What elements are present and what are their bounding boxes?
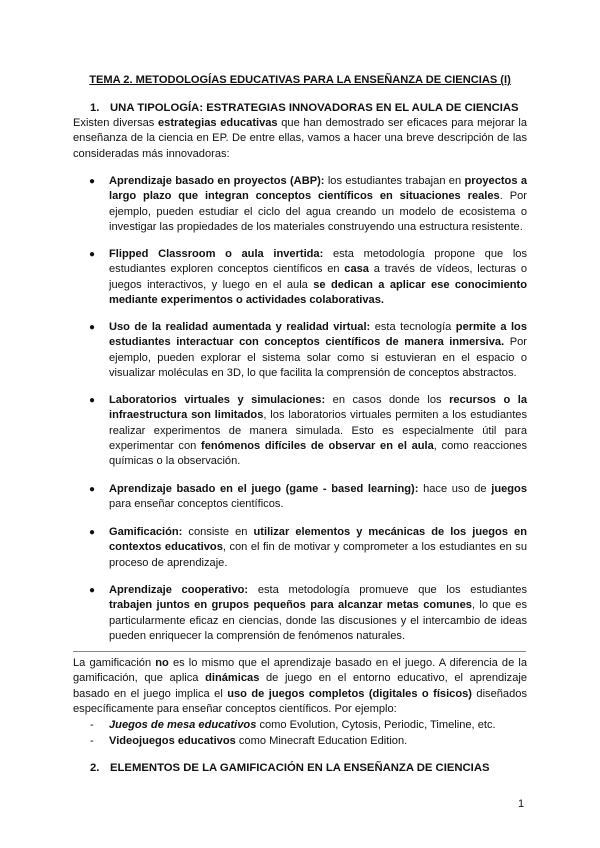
section-2-title: ELEMENTOS DE LA GAMIFICACIÓN EN LA ENSEÑANZA DE CIENCIAS bbox=[110, 762, 490, 774]
list-item-text: Laboratorios virtuales y simulaciones: en casos donde los recursos o la infraestructura son limitados, los laboratorios virtuales permiten a los estudiantes realizar experimentos de manera simulada. Esto es especialmente útil para experimentar con fenómenos difíciles de observar en el aula, como reacciones químicas o la observación. bbox=[109, 394, 528, 468]
bullet-icon: ● bbox=[89, 527, 96, 538]
list-item bbox=[73, 583, 527, 644]
dash-marker: - bbox=[90, 734, 94, 747]
bullet-icon: ● bbox=[89, 395, 96, 406]
list-item-text: Aprendizaje cooperativo: esta metodología promueve que los estudiantes trabajen juntos en grupos pequeños para alcanzar metas comunes, lo que es particularmente eficaz en ciencias, donde las discusiones y el intercambio de ideas pueden enriquecer la comprensión de fenómenos naturales. bbox=[109, 584, 527, 642]
section-1-number: 1. bbox=[90, 102, 100, 114]
document-title: TEMA 2. METODOLOGÍAS EDUCATIVAS PARA LA ENSEÑANZA DE CIENCIAS (I) bbox=[89, 74, 511, 86]
example-text: Juegos de mesa educativos como Evolution, Cytosis, Periodic, Timeline, etc. bbox=[109, 719, 496, 731]
bullet-icon: ● bbox=[89, 484, 96, 495]
gamification-note-paragraph: La gamificación no es lo mismo que el aprendizaje basado en el juego. A diferencia de la gamificación, que aplica dinámicas de juego en el entorno educativo, el aprendizaje basado en el juego implica el uso de juegos completos (digitales o físicos) diseñados específicamente para enseñar conceptos científicos. Por ejemplo: bbox=[73, 657, 527, 715]
section-divider bbox=[73, 651, 526, 652]
section-2-heading bbox=[90, 761, 490, 776]
list-item-text: Aprendizaje basado en el juego (game - based learning): hace uso de juegos para enseñar conceptos científicos. bbox=[109, 483, 527, 511]
list-item-text: Aprendizaje basado en proyectos (ABP): los estudiantes trabajan en proyectos a largo plazo que integran conceptos científicos en situaciones reales. Por ejemplo, pueden estudiar el ciclo del agua creando un modelo de ecosistema o investigar las propiedades de los materiales construyendo una estructura resistente. bbox=[109, 175, 527, 233]
example-text: Videojuegos educativos como Minecraft Education Edition. bbox=[109, 734, 408, 747]
bullet-icon: ● bbox=[89, 585, 96, 596]
section-1-title: UNA TIPOLOGÍA: ESTRATEGIAS INNOVADORAS EN EL AULA DE CIENCIAS bbox=[110, 102, 519, 114]
list-item bbox=[73, 174, 527, 235]
list-item bbox=[73, 393, 527, 469]
list-item-text: Flipped Classroom o aula invertida: esta metodología propone que los estudiantes exploren conceptos científicos en casa a través de vídeos, lecturas o juegos interactivos, y luego en el aula se dedican a aplicar ese conocimiento mediante experimentos o actividades colaborativas. bbox=[109, 248, 528, 306]
example-item bbox=[73, 718, 527, 734]
list-item-text: Gamificación: consiste en utilizar elementos y mecánicas de los juegos en contextos educativos, con el fin de motivar y comprometer a los estudiantes en su proceso de aprendizaje. bbox=[109, 526, 527, 569]
list-item bbox=[73, 247, 527, 308]
examples-list bbox=[73, 718, 527, 749]
example-item bbox=[73, 734, 527, 750]
page-number: 1 bbox=[518, 798, 525, 810]
list-item bbox=[73, 482, 527, 513]
intro-paragraph: Existen diversas estrategias educativas que han demostrado ser eficaces para mejorar la enseñanza de la ciencia en EP. De entre ellas, vamos a hacer una breve descripción de las consideradas más innovadoras: bbox=[73, 117, 528, 160]
list-item-text: Uso de la realidad aumentada y realidad virtual: esta tecnología permite a los estudiantes interactuar con conceptos científicos de manera inmersiva. Por ejemplo, pueden explorar el sistema solar como si estuvieran en el espacio o visualizar moléculas en 3D, lo que facilita la comprensión de conceptos abstractos. bbox=[109, 321, 527, 379]
bullet-icon: ● bbox=[89, 176, 96, 187]
section-2-number: 2. bbox=[90, 762, 100, 774]
dash-marker: - bbox=[90, 719, 94, 731]
bullet-icon: ● bbox=[89, 249, 96, 260]
bullet-icon: ● bbox=[89, 322, 96, 333]
section-1-heading bbox=[90, 101, 519, 116]
list-item bbox=[73, 525, 527, 571]
list-item bbox=[73, 320, 527, 381]
